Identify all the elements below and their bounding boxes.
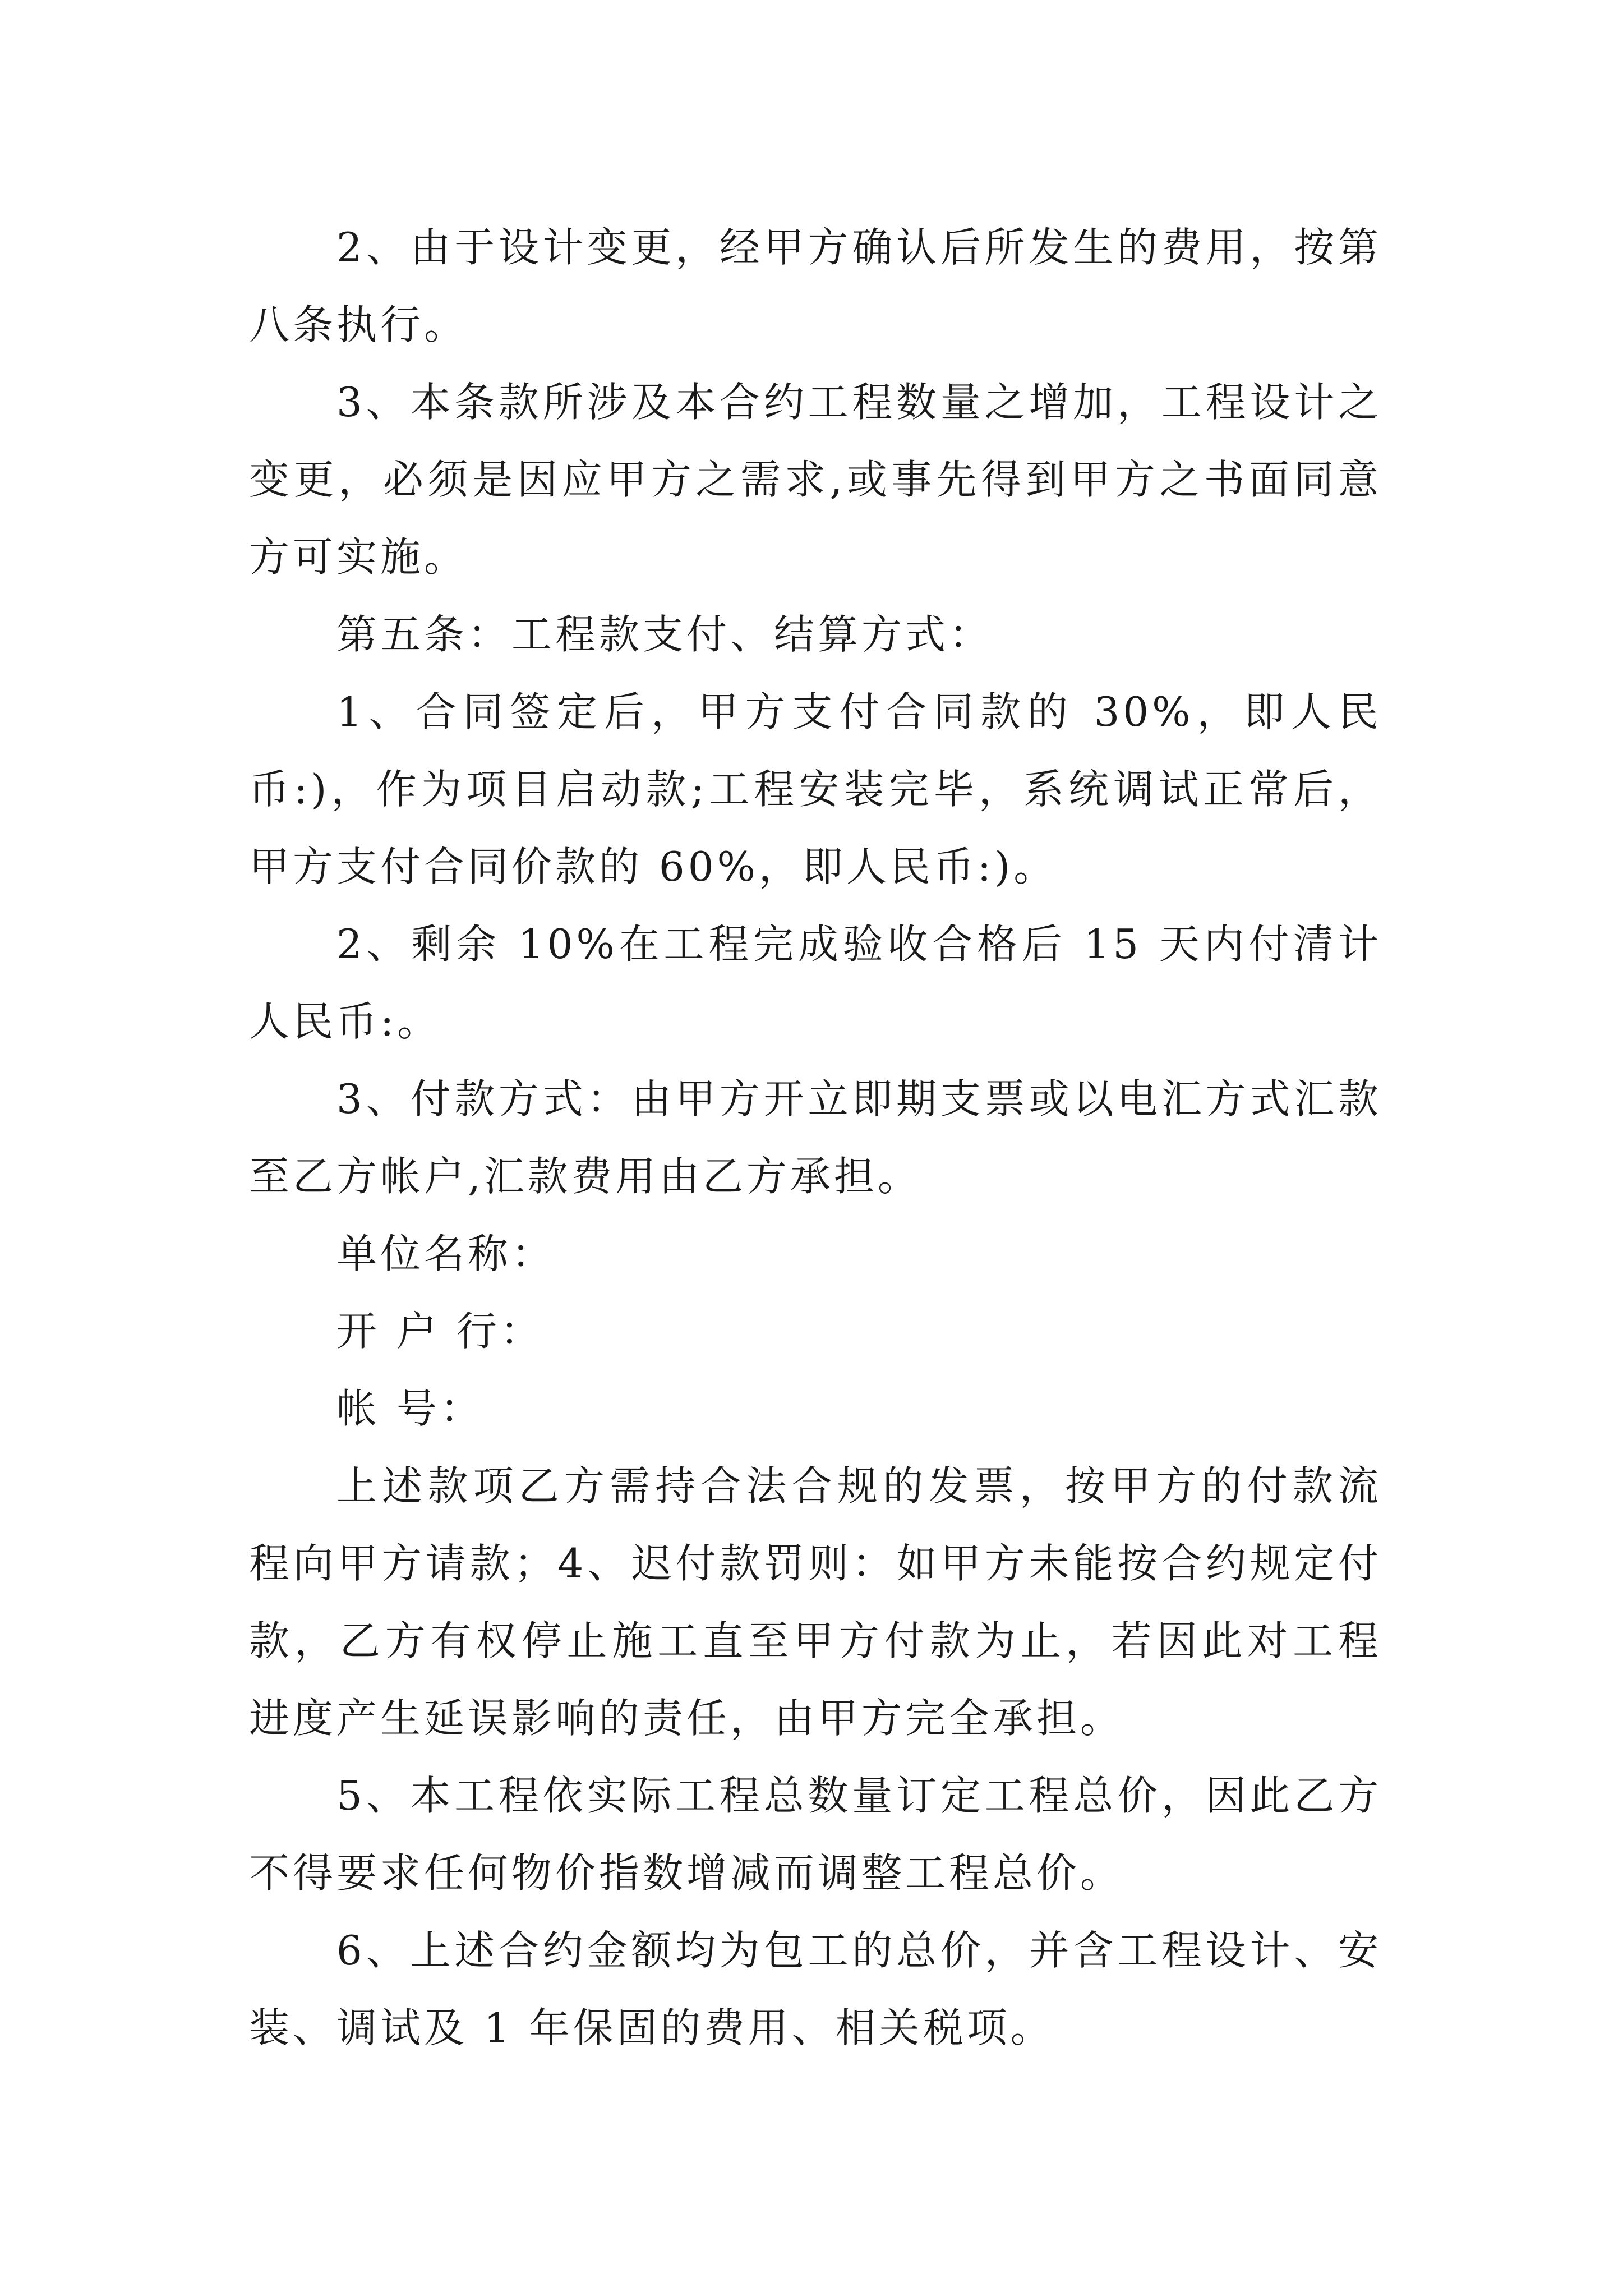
paragraph-design-change-cost: 2、由于设计变更，经甲方确认后所发生的费用，按第八条执行。 xyxy=(249,224,1382,348)
paragraph-quantity-change: 3、本条款所涉及本合约工程数量之增加，工程设计之变更，必须是因应甲方之需求,或事先得到甲方之书面同意方可实施。 xyxy=(249,379,1382,581)
field-bank: 开 户 行： xyxy=(336,1308,544,1355)
paragraph-total-price: 5、本工程依实际工程总数量订定工程总价，因此乙方不得要求任何物价指数增减而调整工程总价。 xyxy=(249,1772,1382,1897)
paragraph-payment-initial: 1、合同签定后，甲方支付合同款的 30%，即人民币:)，作为项目启动款;工程安装完毕，系统调试正常后，甲方支付合同价款的 60%，即人民币:)。 xyxy=(249,688,1382,890)
paragraph-payment-remaining: 2、剩余 10%在工程完成验收合格后 15 天内付清计人民币:。 xyxy=(249,921,1382,1045)
section-heading-payment: 第五条：工程款支付、结算方式： xyxy=(336,611,993,658)
paragraph-contract-amount: 6、上述合约金额均为包工的总价，并含工程设计、安装、调试及 1 年保固的费用、相关税项。 xyxy=(249,1927,1382,2051)
paragraph-invoice-late-penalty: 上述款项乙方需持合法合规的发票，按甲方的付款流程向甲方请款；4、迟付款罚则：如甲方未能按合约规定付款，乙方有权停止施工直至甲方付款为止，若因此对工程进度产生延误影响的责任，由甲方完全承担。 xyxy=(249,1462,1382,1742)
field-unit-name: 单位名称： xyxy=(336,1230,556,1277)
document-body xyxy=(249,209,1382,2067)
paragraph-payment-method: 3、付款方式：由甲方开立即期支票或以电汇方式汇款至乙方帐户,汇款费用由乙方承担。 xyxy=(249,1075,1382,1200)
field-account: 帐 号： xyxy=(336,1385,484,1432)
